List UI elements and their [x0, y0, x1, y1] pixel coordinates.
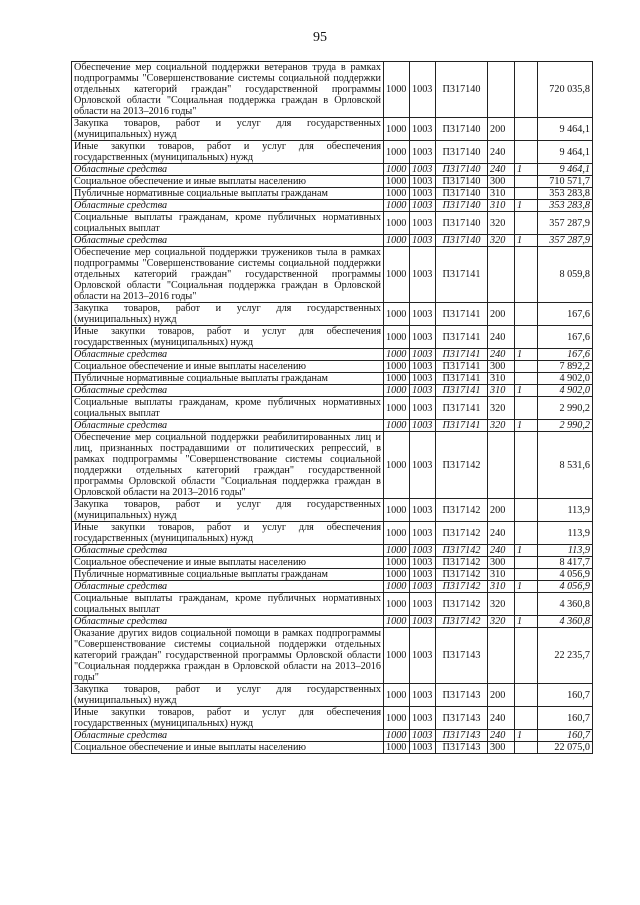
row-pr-cell: 1003	[410, 684, 436, 707]
table-row	[72, 522, 593, 545]
row-sum-cell: 2 990,2	[538, 397, 593, 420]
row-rz-cell: 1000	[384, 164, 410, 176]
row-rz-cell: 1000	[384, 557, 410, 569]
row-csr-cell: П317140	[436, 118, 488, 141]
row-ist-cell	[515, 141, 538, 164]
row-sum-cell: 22 235,7	[538, 628, 593, 684]
row-rz-cell: 1000	[384, 200, 410, 212]
row-csr-cell: П317143	[436, 730, 488, 742]
row-pr-cell: 1003	[410, 581, 436, 593]
table-row	[72, 742, 593, 754]
row-sum-cell: 357 287,9	[538, 235, 593, 247]
row-rz-cell: 1000	[384, 62, 410, 118]
row-csr-cell: П317141	[436, 361, 488, 373]
row-name-cell: Иные закупки товаров, работ и услуг для обеспечения государственных (муниципальных) нужд	[72, 326, 384, 349]
table-row	[72, 235, 593, 247]
row-csr-cell: П317141	[436, 303, 488, 326]
row-vr-cell: 310	[488, 200, 515, 212]
row-ist-cell	[515, 742, 538, 754]
row-name-cell: Иные закупки товаров, работ и услуг для обеспечения государственных (муниципальных) нужд	[72, 707, 384, 730]
row-pr-cell: 1003	[410, 141, 436, 164]
row-pr-cell: 1003	[410, 164, 436, 176]
row-csr-cell: П317143	[436, 628, 488, 684]
row-vr-cell: 320	[488, 212, 515, 235]
row-ist-cell	[515, 628, 538, 684]
row-name-cell: Публичные нормативные социальные выплаты гражданам	[72, 373, 384, 385]
row-csr-cell: П317142	[436, 499, 488, 522]
row-pr-cell: 1003	[410, 326, 436, 349]
row-name-cell: Закупка товаров, работ и услуг для государственных (муниципальных) нужд	[72, 684, 384, 707]
row-pr-cell: 1003	[410, 188, 436, 200]
row-sum-cell: 720 035,8	[538, 62, 593, 118]
row-pr-cell: 1003	[410, 616, 436, 628]
row-csr-cell: П317140	[436, 176, 488, 188]
row-vr-cell: 200	[488, 303, 515, 326]
row-sum-cell: 357 287,9	[538, 212, 593, 235]
row-vr-cell: 300	[488, 742, 515, 754]
row-name-cell: Областные средства	[72, 581, 384, 593]
row-ist-cell: 1	[515, 200, 538, 212]
row-vr-cell: 310	[488, 569, 515, 581]
row-name-cell: Областные средства	[72, 545, 384, 557]
row-vr-cell: 320	[488, 593, 515, 616]
row-csr-cell: П317141	[436, 373, 488, 385]
row-rz-cell: 1000	[384, 176, 410, 188]
row-name-cell: Обеспечение мер социальной поддержки ветеранов труда в рамках подпрограммы "Совершенствование системы социальной поддержки отдельных категорий граждан" государственной программы Орловской области "Социальная поддержка граждан в Орловской области на 2013–2016 годы"	[72, 62, 384, 118]
row-csr-cell: П317142	[436, 557, 488, 569]
row-ist-cell: 1	[515, 581, 538, 593]
row-rz-cell: 1000	[384, 545, 410, 557]
row-sum-cell: 8 417,7	[538, 557, 593, 569]
row-name-cell: Социальные выплаты гражданам, кроме публичных нормативных социальных выплат	[72, 397, 384, 420]
row-ist-cell	[515, 593, 538, 616]
table-row	[72, 499, 593, 522]
row-vr-cell: 300	[488, 557, 515, 569]
row-csr-cell: П317142	[436, 545, 488, 557]
row-vr-cell: 240	[488, 349, 515, 361]
row-sum-cell: 160,7	[538, 684, 593, 707]
row-pr-cell: 1003	[410, 176, 436, 188]
table-row	[72, 62, 593, 118]
row-rz-cell: 1000	[384, 326, 410, 349]
row-name-cell: Публичные нормативные социальные выплаты гражданам	[72, 569, 384, 581]
table-row	[72, 176, 593, 188]
row-rz-cell: 1000	[384, 141, 410, 164]
row-rz-cell: 1000	[384, 420, 410, 432]
row-csr-cell: П317141	[436, 349, 488, 361]
row-vr-cell	[488, 62, 515, 118]
row-sum-cell: 4 902,0	[538, 385, 593, 397]
row-name-cell: Закупка товаров, работ и услуг для государственных (муниципальных) нужд	[72, 118, 384, 141]
row-name-cell: Областные средства	[72, 164, 384, 176]
row-vr-cell: 200	[488, 118, 515, 141]
row-pr-cell: 1003	[410, 349, 436, 361]
row-rz-cell: 1000	[384, 212, 410, 235]
row-csr-cell: П317141	[436, 385, 488, 397]
row-ist-cell	[515, 326, 538, 349]
row-ist-cell	[515, 432, 538, 499]
table-row	[72, 616, 593, 628]
row-vr-cell: 320	[488, 235, 515, 247]
table-row	[72, 420, 593, 432]
row-pr-cell: 1003	[410, 569, 436, 581]
row-sum-cell: 113,9	[538, 522, 593, 545]
row-csr-cell: П317140	[436, 62, 488, 118]
row-ist-cell	[515, 397, 538, 420]
row-csr-cell: П317140	[436, 141, 488, 164]
table-row	[72, 707, 593, 730]
row-vr-cell: 200	[488, 499, 515, 522]
row-sum-cell: 353 283,8	[538, 188, 593, 200]
row-name-cell: Областные средства	[72, 385, 384, 397]
row-csr-cell: П317141	[436, 420, 488, 432]
row-name-cell: Обеспечение мер социальной поддержки реабилитированных лиц и лиц, признанных пострадавшими от политических репрессий, в рамках подпрограммы "Совершенствование системы социальной поддержки отдельных категорий граждан" государственной программы Орловской области "Социальная поддержка граждан в Орловской области на 2013–2016 годы"	[72, 432, 384, 499]
row-csr-cell: П317143	[436, 684, 488, 707]
row-vr-cell	[488, 432, 515, 499]
row-name-cell: Закупка товаров, работ и услуг для государственных (муниципальных) нужд	[72, 303, 384, 326]
row-name-cell: Социальное обеспечение и иные выплаты населению	[72, 742, 384, 754]
row-sum-cell: 4 360,8	[538, 616, 593, 628]
row-name-cell: Закупка товаров, работ и услуг для государственных (муниципальных) нужд	[72, 499, 384, 522]
row-sum-cell: 8 059,8	[538, 247, 593, 303]
row-name-cell: Областные средства	[72, 235, 384, 247]
budget-table	[71, 61, 593, 754]
row-pr-cell: 1003	[410, 361, 436, 373]
table-row	[72, 581, 593, 593]
row-pr-cell: 1003	[410, 730, 436, 742]
row-pr-cell: 1003	[410, 62, 436, 118]
row-ist-cell: 1	[515, 420, 538, 432]
row-sum-cell: 22 075,0	[538, 742, 593, 754]
table-row	[72, 432, 593, 499]
row-sum-cell: 710 571,7	[538, 176, 593, 188]
row-sum-cell: 4 360,8	[538, 593, 593, 616]
row-csr-cell: П317141	[436, 397, 488, 420]
row-rz-cell: 1000	[384, 499, 410, 522]
row-vr-cell: 310	[488, 385, 515, 397]
row-pr-cell: 1003	[410, 545, 436, 557]
row-ist-cell	[515, 557, 538, 569]
row-ist-cell: 1	[515, 164, 538, 176]
row-vr-cell: 240	[488, 522, 515, 545]
row-ist-cell	[515, 212, 538, 235]
row-rz-cell: 1000	[384, 742, 410, 754]
row-pr-cell: 1003	[410, 432, 436, 499]
row-pr-cell: 1003	[410, 499, 436, 522]
row-pr-cell: 1003	[410, 628, 436, 684]
table-row	[72, 545, 593, 557]
table-row	[72, 247, 593, 303]
row-rz-cell: 1000	[384, 303, 410, 326]
table-row	[72, 628, 593, 684]
row-rz-cell: 1000	[384, 432, 410, 499]
row-vr-cell: 240	[488, 164, 515, 176]
row-csr-cell: П317141	[436, 247, 488, 303]
row-name-cell: Социальное обеспечение и иные выплаты населению	[72, 176, 384, 188]
row-name-cell: Областные средства	[72, 616, 384, 628]
row-csr-cell: П317142	[436, 616, 488, 628]
row-pr-cell: 1003	[410, 707, 436, 730]
row-ist-cell: 1	[515, 616, 538, 628]
row-pr-cell: 1003	[410, 373, 436, 385]
row-rz-cell: 1000	[384, 581, 410, 593]
row-csr-cell: П317142	[436, 522, 488, 545]
row-sum-cell: 167,6	[538, 349, 593, 361]
row-rz-cell: 1000	[384, 349, 410, 361]
row-name-cell: Иные закупки товаров, работ и услуг для обеспечения государственных (муниципальных) нужд	[72, 522, 384, 545]
table-row	[72, 373, 593, 385]
row-pr-cell: 1003	[410, 397, 436, 420]
table-row	[72, 118, 593, 141]
row-name-cell: Социальное обеспечение и иные выплаты населению	[72, 361, 384, 373]
row-rz-cell: 1000	[384, 188, 410, 200]
row-name-cell: Областные средства	[72, 349, 384, 361]
row-ist-cell: 1	[515, 730, 538, 742]
row-name-cell: Обеспечение мер социальной поддержки тружеников тыла в рамках подпрограммы "Совершенствование системы социальной поддержки отдельных категорий граждан" государственной программы Орловской области "Социальная поддержка граждан в Орловской области на 2013–2016 годы"	[72, 247, 384, 303]
table-row	[72, 569, 593, 581]
row-sum-cell: 167,6	[538, 326, 593, 349]
row-sum-cell: 4 902,0	[538, 373, 593, 385]
row-pr-cell: 1003	[410, 200, 436, 212]
row-pr-cell: 1003	[410, 303, 436, 326]
row-pr-cell: 1003	[410, 557, 436, 569]
row-name-cell: Оказание других видов социальной помощи в рамках подпрограммы "Совершенствование системы социальной поддержки отдельных категорий граждан" государственной программы Орловской области "Социальная поддержка граждан в Орловской области на 2013–2016 годы"	[72, 628, 384, 684]
table-row	[72, 200, 593, 212]
row-ist-cell	[515, 303, 538, 326]
row-rz-cell: 1000	[384, 118, 410, 141]
table-row	[72, 349, 593, 361]
row-ist-cell	[515, 499, 538, 522]
row-vr-cell: 240	[488, 707, 515, 730]
table-row	[72, 303, 593, 326]
row-pr-cell: 1003	[410, 522, 436, 545]
row-vr-cell: 240	[488, 730, 515, 742]
row-rz-cell: 1000	[384, 684, 410, 707]
row-pr-cell: 1003	[410, 420, 436, 432]
row-ist-cell	[515, 684, 538, 707]
row-rz-cell: 1000	[384, 397, 410, 420]
row-sum-cell: 7 892,2	[538, 361, 593, 373]
table-body	[72, 62, 593, 754]
row-rz-cell: 1000	[384, 235, 410, 247]
row-ist-cell	[515, 361, 538, 373]
row-rz-cell: 1000	[384, 616, 410, 628]
table-row	[72, 557, 593, 569]
row-sum-cell: 2 990,2	[538, 420, 593, 432]
row-name-cell: Социальное обеспечение и иные выплаты населению	[72, 557, 384, 569]
row-ist-cell	[515, 522, 538, 545]
row-ist-cell	[515, 188, 538, 200]
table-row	[72, 397, 593, 420]
row-ist-cell	[515, 247, 538, 303]
row-ist-cell	[515, 176, 538, 188]
row-csr-cell: П317140	[436, 200, 488, 212]
row-vr-cell: 300	[488, 361, 515, 373]
row-pr-cell: 1003	[410, 593, 436, 616]
row-rz-cell: 1000	[384, 628, 410, 684]
row-pr-cell: 1003	[410, 235, 436, 247]
row-name-cell: Социальные выплаты гражданам, кроме публичных нормативных социальных выплат	[72, 593, 384, 616]
row-vr-cell: 320	[488, 420, 515, 432]
table-row	[72, 385, 593, 397]
row-pr-cell: 1003	[410, 212, 436, 235]
row-pr-cell: 1003	[410, 742, 436, 754]
row-rz-cell: 1000	[384, 730, 410, 742]
row-sum-cell: 4 056,9	[538, 569, 593, 581]
row-csr-cell: П317140	[436, 188, 488, 200]
row-csr-cell: П317143	[436, 707, 488, 730]
row-sum-cell: 9 464,1	[538, 118, 593, 141]
table-row	[72, 593, 593, 616]
row-sum-cell: 113,9	[538, 545, 593, 557]
page-number: 95	[313, 30, 327, 45]
row-ist-cell: 1	[515, 545, 538, 557]
row-vr-cell: 240	[488, 141, 515, 164]
row-vr-cell: 320	[488, 616, 515, 628]
row-csr-cell: П317143	[436, 742, 488, 754]
row-ist-cell: 1	[515, 349, 538, 361]
row-name-cell: Областные средства	[72, 200, 384, 212]
row-vr-cell: 320	[488, 397, 515, 420]
row-rz-cell: 1000	[384, 569, 410, 581]
row-rz-cell: 1000	[384, 522, 410, 545]
row-sum-cell: 167,6	[538, 303, 593, 326]
row-csr-cell: П317142	[436, 581, 488, 593]
row-sum-cell: 353 283,8	[538, 200, 593, 212]
row-csr-cell: П317142	[436, 569, 488, 581]
row-sum-cell: 4 056,9	[538, 581, 593, 593]
row-vr-cell: 300	[488, 176, 515, 188]
table-row	[72, 212, 593, 235]
table-row	[72, 164, 593, 176]
table-row	[72, 684, 593, 707]
row-vr-cell: 240	[488, 545, 515, 557]
row-vr-cell: 310	[488, 373, 515, 385]
row-csr-cell: П317142	[436, 593, 488, 616]
row-csr-cell: П317141	[436, 326, 488, 349]
row-ist-cell	[515, 707, 538, 730]
row-sum-cell: 8 531,6	[538, 432, 593, 499]
row-csr-cell: П317140	[436, 235, 488, 247]
row-ist-cell	[515, 118, 538, 141]
row-vr-cell: 310	[488, 581, 515, 593]
row-ist-cell	[515, 373, 538, 385]
row-vr-cell	[488, 628, 515, 684]
row-vr-cell: 200	[488, 684, 515, 707]
row-csr-cell: П317142	[436, 432, 488, 499]
row-name-cell: Иные закупки товаров, работ и услуг для обеспечения государственных (муниципальных) нужд	[72, 141, 384, 164]
row-csr-cell: П317140	[436, 164, 488, 176]
row-sum-cell: 9 464,1	[538, 164, 593, 176]
row-vr-cell: 310	[488, 188, 515, 200]
table-row	[72, 361, 593, 373]
row-pr-cell: 1003	[410, 247, 436, 303]
table-row	[72, 141, 593, 164]
row-rz-cell: 1000	[384, 593, 410, 616]
row-name-cell: Областные средства	[72, 420, 384, 432]
row-rz-cell: 1000	[384, 385, 410, 397]
row-vr-cell	[488, 247, 515, 303]
row-ist-cell	[515, 569, 538, 581]
row-sum-cell: 160,7	[538, 730, 593, 742]
row-sum-cell: 160,7	[538, 707, 593, 730]
row-name-cell: Публичные нормативные социальные выплаты гражданам	[72, 188, 384, 200]
row-ist-cell	[515, 62, 538, 118]
table-row	[72, 730, 593, 742]
row-pr-cell: 1003	[410, 385, 436, 397]
row-ist-cell: 1	[515, 385, 538, 397]
row-name-cell: Социальные выплаты гражданам, кроме публичных нормативных социальных выплат	[72, 212, 384, 235]
row-vr-cell: 240	[488, 326, 515, 349]
table-row	[72, 188, 593, 200]
table-row	[72, 326, 593, 349]
row-pr-cell: 1003	[410, 118, 436, 141]
row-csr-cell: П317140	[436, 212, 488, 235]
row-rz-cell: 1000	[384, 373, 410, 385]
row-ist-cell: 1	[515, 235, 538, 247]
row-rz-cell: 1000	[384, 707, 410, 730]
row-sum-cell: 113,9	[538, 499, 593, 522]
row-sum-cell: 9 464,1	[538, 141, 593, 164]
row-rz-cell: 1000	[384, 247, 410, 303]
row-name-cell: Областные средства	[72, 730, 384, 742]
row-rz-cell: 1000	[384, 361, 410, 373]
